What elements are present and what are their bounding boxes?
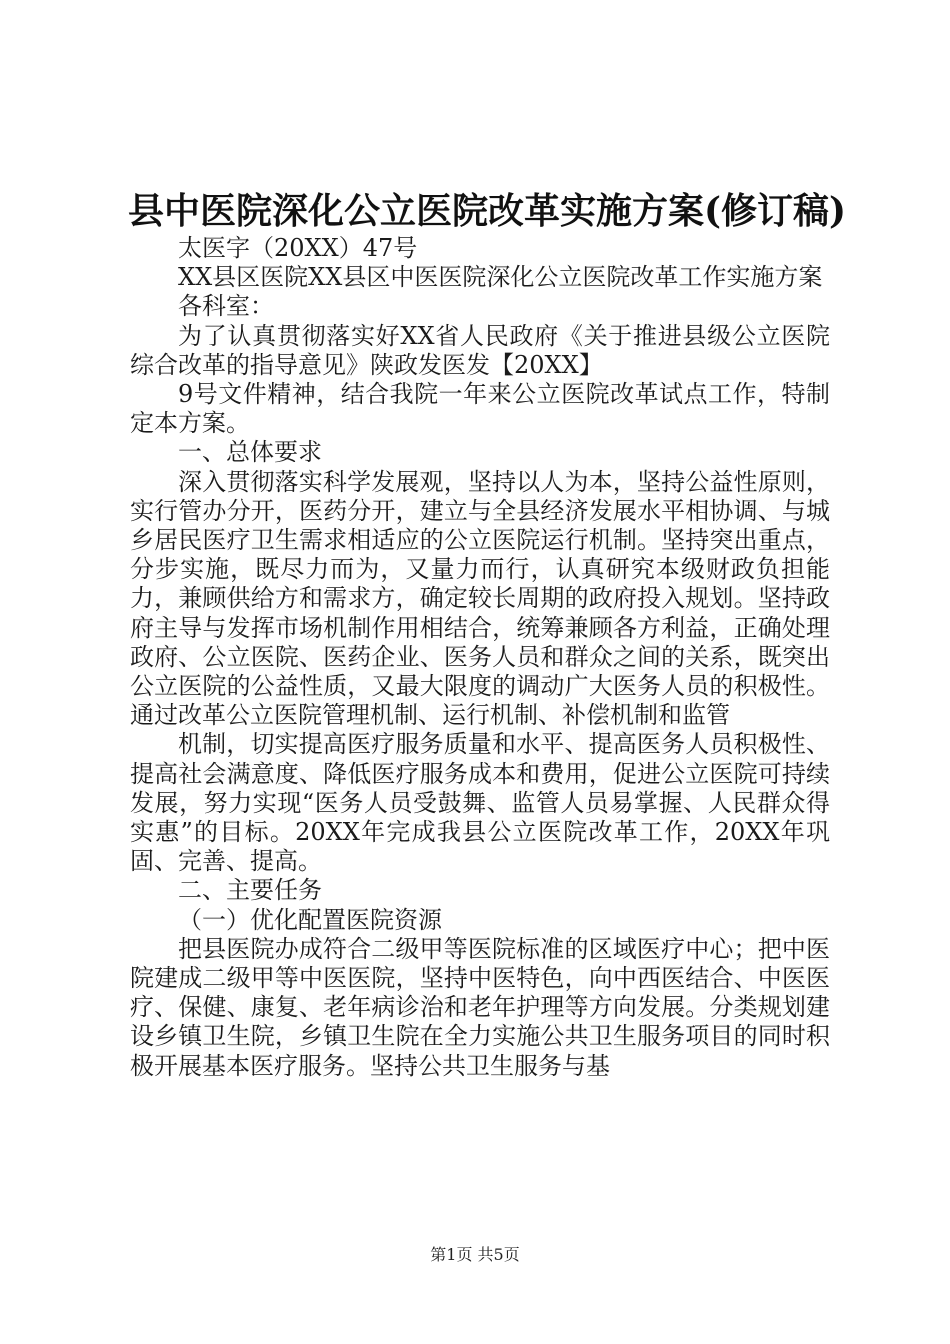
paragraph-intro: 为了认真贯彻落实好XX省人民政府《关于推进县级公立医院综合改革的指导意见》陕政发医发【20XX】 — [130, 321, 830, 379]
page-number-footer: 第1页 共5页 — [430, 1245, 520, 1264]
paragraph-salutation: 各科室： — [178, 292, 274, 321]
document-body — [130, 234, 830, 1081]
paragraph-overall-cont: 机制，切实提高医疗服务质量和水平、提高医务人员积极性、提高社会满意度、降低医疗服务成本和费用，促进公立医院可持续发展，努力实现“医务人员受鼓舞、监管人员易掌握、人民群众得实惠”的目标。20XX年完成我县公立医院改革工作，20XX年巩固、完善、提高。 — [130, 730, 830, 876]
section-heading-tasks: 二、主要任务 — [178, 876, 322, 905]
section-heading-overall: 一、总体要求 — [178, 438, 322, 467]
paragraph-doc-heading: XX县区医院XX县区中医医院深化公立医院改革工作实施方案 — [178, 263, 823, 292]
paragraph-doc-number: 太医字（20XX）47号 — [178, 234, 418, 262]
document-title: 县中医院深化公立医院改革实施方案(修订稿) — [128, 190, 847, 232]
paragraph-resources: 把县医院办成符合二级甲等医院标准的区域医疗中心；把中医院建成二级甲等中医医院，坚持中医特色，向中西医结合、中医医疗、保健、康复、老年病诊治和老年护理等方向发展。分类规划建设乡镇卫生院，乡镇卫生院在全力实施公共卫生服务项目的同时积极开展基本医疗服务。坚持公共卫生服务与基 — [130, 934, 830, 1080]
subsection-heading-resources: （一）优化配置医院资源 — [178, 905, 442, 934]
paragraph-intro-cont: 9号文件精神，结合我院一年来公立医院改革试点工作，特制定本方案。 — [130, 380, 830, 438]
paragraph-overall-requirements: 深入贯彻落实科学发展观，坚持以人为本，坚持公益性原则，实行管办分开，医药分开，建立与全县经济发展水平相协调、与城乡居民医疗卫生需求相适应的公立医院运行机制。坚持突出重点，分步实施，既尽力而为，又量力而行，认真研究本级财政负担能力，兼顾供给方和需求方，确定较长周期的政府投入规划。坚持政府主导与发挥市场机制作用相结合，统筹兼顾各方利益，正确处理政府、公立医院、医药企业、医务人员和群众之间的关系，既突出公立医院的公益性质，又最大限度的调动广大医务人员的积极性。通过改革公立医院管理机制、运行机制、补偿机制和监管 — [130, 467, 830, 730]
